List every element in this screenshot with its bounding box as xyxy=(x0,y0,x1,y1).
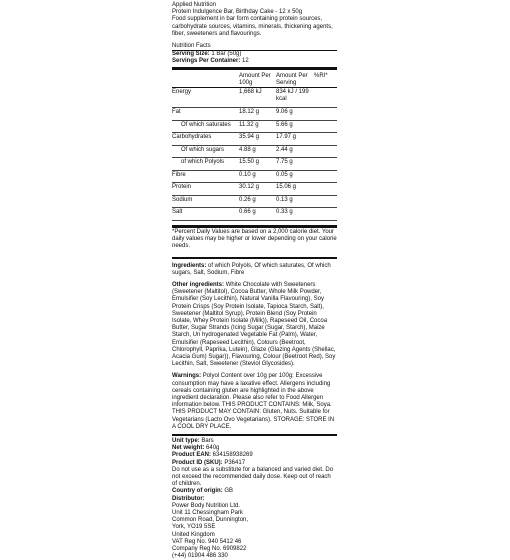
nutrient-row-carbohydrates xyxy=(172,133,337,146)
column-header-ri: %RI* xyxy=(314,72,328,79)
sku-label: Product ID (SKU): xyxy=(172,459,223,466)
nutrient-row-energy xyxy=(172,88,337,108)
distributor-address xyxy=(172,503,337,560)
nutrient-per100: 15.50 g xyxy=(239,158,276,171)
distributor-line: Unit 11 Chessingham Park xyxy=(172,510,243,517)
distributor-line: Power Body Nutrition Ltd. xyxy=(172,502,241,509)
nutrient-row-sugars xyxy=(172,145,337,158)
nutrient-row-protein xyxy=(172,183,337,196)
nutrient-per100: 4.88 g xyxy=(239,145,276,158)
product-name: Protein Indulgence Bar, Birthday Cake - 12 x 50g xyxy=(172,9,303,16)
nutrition-header-row xyxy=(172,71,337,87)
unit-type-value: Bars xyxy=(201,438,214,445)
ingredients-label: Ingredients: xyxy=(172,262,207,269)
nutrient-per100: 30.12 g xyxy=(239,183,276,196)
nutrient-name: Fibre xyxy=(172,170,239,183)
nutrient-per-serving: 834 kJ / 199 kcal xyxy=(276,88,314,108)
ean-value: 634158938269 xyxy=(212,452,253,459)
nutrient-per100: 0.66 g xyxy=(239,208,276,221)
product-info-section xyxy=(172,438,337,560)
net-weight-value: 640g xyxy=(206,445,220,452)
nutrient-name: Of which saturates xyxy=(172,120,239,133)
nutrient-per100: 0.26 g xyxy=(239,195,276,208)
warnings-text: Polyol Content over 10g per 100g: Excessive consumption may have a laxative effect. Allergens including cereals containing gluten are highlighted in the above ingredient declaration. Please also refer to Food Allergen information below. THIS PRODUCT CONTAINS: Milk, Soya. THIS PRODUCT MAY CONTAIN: Gluten, Nuts. Suitable for Vegetarians (Lacto Ovo Vegetarians). STORAGE: STORE IN A COOL DRY PLACE. xyxy=(172,373,335,430)
nutrient-per100: 18.12 g xyxy=(239,108,276,121)
ingredients-section xyxy=(172,263,337,431)
ean-label: Product EAN: xyxy=(172,452,211,459)
nutrient-row-fat xyxy=(172,108,337,121)
nutrient-name: Salt xyxy=(172,208,239,221)
nutrient-per100: 35.94 g xyxy=(239,133,276,146)
brand-name: Applied Nutrition xyxy=(172,2,217,8)
distributor-line: VAT Reg No. 940 5412 46 xyxy=(172,538,242,545)
servings-label: Servings Per Container: xyxy=(172,58,241,65)
serving-size xyxy=(172,51,337,58)
divider-thick xyxy=(172,67,337,70)
serving-size-value: 1 Bar (50g) xyxy=(211,51,242,58)
nutrient-row-polyols xyxy=(172,158,337,171)
nutrition-facts-title: Nutrition Facts xyxy=(172,43,211,50)
servings-value: 12 xyxy=(242,58,249,65)
distributor-line: United Kingdom xyxy=(172,531,215,538)
nutrient-per-serving: 15.06 g xyxy=(276,183,314,196)
product-description: Food supplement in bar form containing protein sources, carbohydrate sources, vitamins, minerals, thickening agents, fiber, sweeteners and flavourings. xyxy=(172,16,333,37)
nutrient-per-serving: 9.06 g xyxy=(276,108,314,121)
nutrient-per-serving: 0.33 g xyxy=(276,208,314,221)
serving-size-label: Serving Size: xyxy=(172,51,210,58)
nutrient-per-serving: 17.97 g xyxy=(276,133,314,146)
unit-type-label: Unit type: xyxy=(172,438,200,445)
divider xyxy=(172,434,337,436)
nutrient-row-sodium xyxy=(172,195,337,208)
nutrient-name: Protein xyxy=(172,183,239,196)
distributor-label: Distributor: xyxy=(172,495,205,502)
sku-value: P36417 xyxy=(224,459,246,466)
nutrient-per100: 0.10 g xyxy=(239,170,276,183)
distributor-line: Company Reg No. 6909822 xyxy=(172,546,247,553)
other-ingredients-text: White Chocolate with Sweeteners (Sweetener (Maltitol), Cocoa Butter, Whole Milk Powder, Emulsifier (Soy Lecithin), Natural Vanilla Flavouring), Soy Protein Crisps (Soy Protein Isolate, Tapioca Starch, Salt), Sweetener (Maltitol Syrup), Protein Blend (Soy Protein Isolate, Whey Protein Isolate (Milk)), Rapeseed Oil, Cocoa Butter, Sugar Strands (Icing Sugar (Sugar, Starch), Maize Starch, Un hydrogenated Vegetable Fat (Palm), Water, Emulsifier (Rapeseed Lecithin), Colours (Beetroot, Chlorophyll, Paprika, Lutein), Glaze (Glazing Agents (Shellac, Acacia Gum) Sugar)), Flavouring, Colour (Beetroot Red), Soy Lecithin, Salt, Sweetener (Steviol Glycosides). xyxy=(172,281,336,368)
distributor-line: (+44) 01904 486 330 xyxy=(172,553,228,560)
nutrient-name: Sodium xyxy=(172,195,239,208)
servings-per-container xyxy=(172,58,337,65)
nutrient-name: of which Polyols xyxy=(172,158,239,171)
divider xyxy=(172,257,337,259)
nutrient-row-fibre xyxy=(172,170,337,183)
nutrition-table xyxy=(172,71,337,221)
product-header xyxy=(172,2,337,38)
other-ingredients-label: Other ingredients: xyxy=(172,281,225,288)
net-weight-label: Net weight: xyxy=(172,445,205,452)
nutrient-name: Fat xyxy=(172,108,239,121)
ingredients-summary: of which Polyols, Of which saturates, Of which sugars, Salt, Sodium, Fibre xyxy=(172,262,331,276)
nutrient-per100: 11.32 g xyxy=(239,120,276,133)
nutrient-name: Carbohydrates xyxy=(172,133,239,146)
nutrient-per-serving: 7.75 g xyxy=(276,158,314,171)
usage-advice: Do not use as a substitute for a balanced and varied diet. Do not exceed the recommended daily dose. Keep out of reach of children. xyxy=(172,466,334,488)
product-label xyxy=(172,2,337,560)
origin-value: GB xyxy=(224,488,234,495)
nutrient-row-saturates xyxy=(172,120,337,133)
nutrient-per-serving: 0.13 g xyxy=(276,195,314,208)
nutrient-name: Of which sugars xyxy=(172,145,239,158)
column-header-per-serving: Amount Per Serving xyxy=(276,72,308,86)
distributor-line: York, YO19 5SE xyxy=(172,524,216,531)
divider-thick xyxy=(172,225,337,228)
daily-values-footnote: *Percent Daily Values are based on a 2,000 calorie diet. Your daily values may be higher or lower depending on your calorie needs. xyxy=(172,228,337,250)
nutrient-per-serving: 2.44 g xyxy=(276,145,314,158)
distributor-line: Common Road, Dunnington, xyxy=(172,517,249,524)
warnings-label: Warnings: xyxy=(172,373,202,380)
nutrient-name: Energy xyxy=(172,88,239,108)
nutrient-row-salt xyxy=(172,208,337,221)
column-header-per100: Amount Per 100g xyxy=(239,72,271,86)
nutrient-per-serving: 5.66 g xyxy=(276,120,314,133)
nutrient-per100: 1,668 kJ xyxy=(239,88,276,108)
origin-label: Country of origin: xyxy=(172,488,223,495)
nutrient-per-serving: 0.05 g xyxy=(276,170,314,183)
